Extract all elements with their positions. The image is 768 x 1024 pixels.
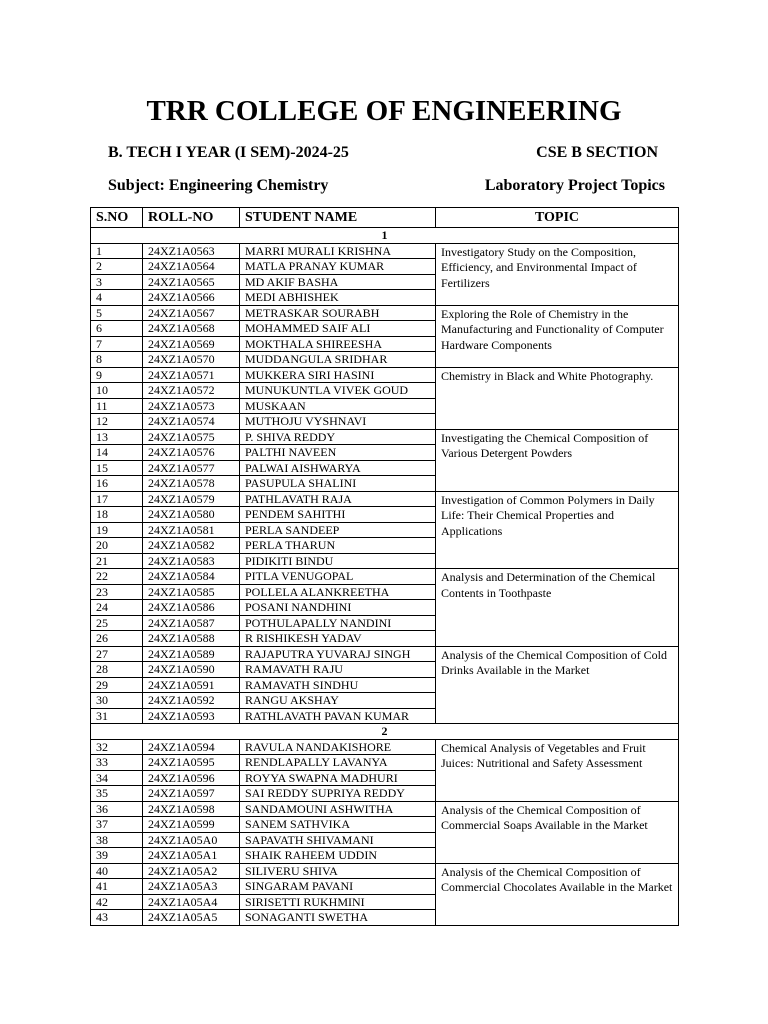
roll-number-cell: 24XZ1A0597	[143, 786, 240, 802]
table-body	[91, 228, 679, 926]
table-row	[91, 646, 679, 662]
topic-cell: Chemistry in Black and White Photography.	[436, 367, 679, 429]
serial-number-cell: 43	[91, 910, 143, 926]
topic-cell: Investigating the Chemical Composition of Various Detergent Powders	[436, 429, 679, 491]
roll-number-cell: 24XZ1A0575	[143, 429, 240, 445]
roll-number-cell: 24XZ1A0588	[143, 631, 240, 647]
student-name-cell: PENDEM SAHITHI	[240, 507, 436, 523]
student-name-cell: PERLA SANDEEP	[240, 522, 436, 538]
serial-number-cell: 12	[91, 414, 143, 430]
roll-number-cell: 24XZ1A05A3	[143, 879, 240, 895]
topic-cell: Investigatory Study on the Composition, Efficiency, and Environmental Impact of Fertilizers	[436, 243, 679, 305]
roll-number-cell: 24XZ1A0563	[143, 243, 240, 259]
serial-number-cell: 40	[91, 863, 143, 879]
roll-number-cell: 24XZ1A0594	[143, 739, 240, 755]
serial-number-cell: 17	[91, 491, 143, 507]
student-name-cell: POTHULAPALLY NANDINI	[240, 615, 436, 631]
serial-number-cell: 7	[91, 336, 143, 352]
student-name-cell: R RISHIKESH YADAV	[240, 631, 436, 647]
student-name-cell: PATHLAVATH RAJA	[240, 491, 436, 507]
serial-number-cell: 3	[91, 274, 143, 290]
serial-number-cell: 35	[91, 786, 143, 802]
column-header-sno: S.NO	[91, 208, 143, 228]
serial-number-cell: 37	[91, 817, 143, 833]
serial-number-cell: 2	[91, 259, 143, 275]
roll-number-cell: 24XZ1A0582	[143, 538, 240, 554]
roll-number-cell: 24XZ1A0569	[143, 336, 240, 352]
serial-number-cell: 9	[91, 367, 143, 383]
student-name-cell: RAMAVATH RAJU	[240, 662, 436, 678]
project-topics-table	[90, 207, 679, 926]
student-name-cell: PASUPULA SHALINI	[240, 476, 436, 492]
serial-number-cell: 32	[91, 739, 143, 755]
student-name-cell: MD AKIF BASHA	[240, 274, 436, 290]
table-row	[91, 739, 679, 755]
student-name-cell: MUSKAAN	[240, 398, 436, 414]
roll-number-cell: 24XZ1A0572	[143, 383, 240, 399]
serial-number-cell: 21	[91, 553, 143, 569]
roll-number-cell: 24XZ1A05A2	[143, 863, 240, 879]
serial-number-cell: 25	[91, 615, 143, 631]
table-row	[91, 801, 679, 817]
roll-number-cell: 24XZ1A0573	[143, 398, 240, 414]
roll-number-cell: 24XZ1A0584	[143, 569, 240, 585]
roll-number-cell: 24XZ1A0583	[143, 553, 240, 569]
roll-number-cell: 24XZ1A0585	[143, 584, 240, 600]
table-row	[91, 243, 679, 259]
serial-number-cell: 14	[91, 445, 143, 461]
roll-number-cell: 24XZ1A0578	[143, 476, 240, 492]
section-label: CSE B SECTION	[536, 144, 658, 161]
program-label: B. TECH I YEAR (I SEM)-2024-25	[108, 144, 349, 161]
serial-number-cell: 8	[91, 352, 143, 368]
roll-number-cell: 24XZ1A0599	[143, 817, 240, 833]
student-name-cell: SANEM SATHVIKA	[240, 817, 436, 833]
student-name-cell: RAJAPUTRA YUVARAJ SINGH	[240, 646, 436, 662]
student-name-cell: ROYYA SWAPNA MADHURI	[240, 770, 436, 786]
student-name-cell: SHAIK RAHEEM UDDIN	[240, 848, 436, 864]
serial-number-cell: 30	[91, 693, 143, 709]
table-row	[91, 305, 679, 321]
roll-number-cell: 24XZ1A0570	[143, 352, 240, 368]
serial-number-cell: 5	[91, 305, 143, 321]
serial-number-cell: 36	[91, 801, 143, 817]
serial-number-cell: 23	[91, 584, 143, 600]
serial-number-cell: 34	[91, 770, 143, 786]
roll-number-cell: 24XZ1A0586	[143, 600, 240, 616]
serial-number-cell: 29	[91, 677, 143, 693]
topic-cell: Analysis of the Chemical Composition of Commercial Chocolates Available in the Market	[436, 863, 679, 925]
roll-number-cell: 24XZ1A0591	[143, 677, 240, 693]
roll-number-cell: 24XZ1A0579	[143, 491, 240, 507]
serial-number-cell: 39	[91, 848, 143, 864]
serial-number-cell: 38	[91, 832, 143, 848]
group-label: 1	[91, 228, 679, 244]
student-name-cell: SILIVERU SHIVA	[240, 863, 436, 879]
student-name-cell: SAPAVATH SHIVAMANI	[240, 832, 436, 848]
serial-number-cell: 24	[91, 600, 143, 616]
student-name-cell: MEDI ABHISHEK	[240, 290, 436, 306]
table-row	[91, 367, 679, 383]
topic-cell: Analysis of the Chemical Composition of Cold Drinks Available in the Market	[436, 646, 679, 724]
column-header-student-name: STUDENT NAME	[240, 208, 436, 228]
serial-number-cell: 19	[91, 522, 143, 538]
roll-number-cell: 24XZ1A0576	[143, 445, 240, 461]
student-name-cell: SANDAMOUNI ASHWITHA	[240, 801, 436, 817]
roll-number-cell: 24XZ1A05A5	[143, 910, 240, 926]
group-row	[91, 228, 679, 244]
roll-number-cell: 24XZ1A0590	[143, 662, 240, 678]
student-name-cell: SIRISETTI RUKHMINI	[240, 894, 436, 910]
student-name-cell: RAVULA NANDAKISHORE	[240, 739, 436, 755]
student-name-cell: METRASKAR SOURABH	[240, 305, 436, 321]
column-header-topic: TOPIC	[436, 208, 679, 228]
serial-number-cell: 26	[91, 631, 143, 647]
roll-number-cell: 24XZ1A0574	[143, 414, 240, 430]
student-name-cell: PALWAI AISHWARYA	[240, 460, 436, 476]
roll-number-cell: 24XZ1A0580	[143, 507, 240, 523]
serial-number-cell: 13	[91, 429, 143, 445]
student-name-cell: MUNUKUNTLA VIVEK GOUD	[240, 383, 436, 399]
student-name-cell: POLLELA ALANKREETHA	[240, 584, 436, 600]
student-name-cell: PALTHI NAVEEN	[240, 445, 436, 461]
student-name-cell: MOHAMMED SAIF ALI	[240, 321, 436, 337]
student-name-cell: PITLA VENUGOPAL	[240, 569, 436, 585]
student-name-cell: RENDLAPALLY LAVANYA	[240, 755, 436, 771]
serial-number-cell: 22	[91, 569, 143, 585]
serial-number-cell: 1	[91, 243, 143, 259]
table-header-row	[91, 208, 679, 228]
roll-number-cell: 24XZ1A0577	[143, 460, 240, 476]
roll-number-cell: 24XZ1A0596	[143, 770, 240, 786]
roll-number-cell: 24XZ1A0568	[143, 321, 240, 337]
group-label: 2	[91, 724, 679, 740]
serial-number-cell: 10	[91, 383, 143, 399]
serial-number-cell: 4	[91, 290, 143, 306]
serial-number-cell: 16	[91, 476, 143, 492]
roll-number-cell: 24XZ1A0566	[143, 290, 240, 306]
roll-number-cell: 24XZ1A0595	[143, 755, 240, 771]
serial-number-cell: 31	[91, 708, 143, 724]
table-row	[91, 491, 679, 507]
student-name-cell: SAI REDDY SUPRIYA REDDY	[240, 786, 436, 802]
roll-number-cell: 24XZ1A0593	[143, 708, 240, 724]
table-row	[91, 429, 679, 445]
serial-number-cell: 11	[91, 398, 143, 414]
topic-cell: Exploring the Role of Chemistry in the Manufacturing and Functionality of Computer Hardware Components	[436, 305, 679, 367]
roll-number-cell: 24XZ1A0581	[143, 522, 240, 538]
document-type-label: Laboratory Project Topics	[484, 177, 665, 194]
student-name-cell: RANGU AKSHAY	[240, 693, 436, 709]
serial-number-cell: 15	[91, 460, 143, 476]
roll-number-cell: 24XZ1A05A1	[143, 848, 240, 864]
serial-number-cell: 28	[91, 662, 143, 678]
roll-number-cell: 24XZ1A0565	[143, 274, 240, 290]
serial-number-cell: 42	[91, 894, 143, 910]
roll-number-cell: 24XZ1A0598	[143, 801, 240, 817]
student-name-cell: MATLA PRANAY KUMAR	[240, 259, 436, 275]
topic-cell: Analysis of the Chemical Composition of Commercial Soaps Available in the Market	[436, 801, 679, 863]
serial-number-cell: 6	[91, 321, 143, 337]
page-title: TRR COLLEGE OF ENGINEERING	[146, 95, 622, 127]
serial-number-cell: 20	[91, 538, 143, 554]
student-name-cell: PIDIKITI BINDU	[240, 553, 436, 569]
student-name-cell: RAMAVATH SINDHU	[240, 677, 436, 693]
roll-number-cell: 24XZ1A0589	[143, 646, 240, 662]
student-name-cell: POSANI NANDHINI	[240, 600, 436, 616]
serial-number-cell: 18	[91, 507, 143, 523]
table-row	[91, 863, 679, 879]
student-name-cell: SONAGANTI SWETHA	[240, 910, 436, 926]
student-name-cell: PERLA THARUN	[240, 538, 436, 554]
student-name-cell: RATHLAVATH PAVAN KUMAR	[240, 708, 436, 724]
column-header-roll-no: ROLL-NO	[143, 208, 240, 228]
student-name-cell: SINGARAM PAVANI	[240, 879, 436, 895]
roll-number-cell: 24XZ1A05A4	[143, 894, 240, 910]
roll-number-cell: 24XZ1A0567	[143, 305, 240, 321]
roll-number-cell: 24XZ1A0571	[143, 367, 240, 383]
student-name-cell: MUDDANGULA SRIDHAR	[240, 352, 436, 368]
serial-number-cell: 33	[91, 755, 143, 771]
roll-number-cell: 24XZ1A0587	[143, 615, 240, 631]
student-name-cell: MARRI MURALI KRISHNA	[240, 243, 436, 259]
roll-number-cell: 24XZ1A0564	[143, 259, 240, 275]
student-name-cell: MOKTHALA SHIREESHA	[240, 336, 436, 352]
student-name-cell: MUKKERA SIRI HASINI	[240, 367, 436, 383]
topic-cell: Chemical Analysis of Vegetables and Fruit Juices: Nutritional and Safety Assessment	[436, 739, 679, 801]
serial-number-cell: 27	[91, 646, 143, 662]
roll-number-cell: 24XZ1A05A0	[143, 832, 240, 848]
topic-cell: Analysis and Determination of the Chemical Contents in Toothpaste	[436, 569, 679, 647]
roll-number-cell: 24XZ1A0592	[143, 693, 240, 709]
table-row	[91, 569, 679, 585]
topic-cell: Investigation of Common Polymers in Daily Life: Their Chemical Properties and Applications	[436, 491, 679, 569]
subject-label: Subject: Engineering Chemistry	[108, 177, 329, 194]
student-name-cell: P. SHIVA REDDY	[240, 429, 436, 445]
student-name-cell: MUTHOJU VYSHNAVI	[240, 414, 436, 430]
serial-number-cell: 41	[91, 879, 143, 895]
group-row	[91, 724, 679, 740]
